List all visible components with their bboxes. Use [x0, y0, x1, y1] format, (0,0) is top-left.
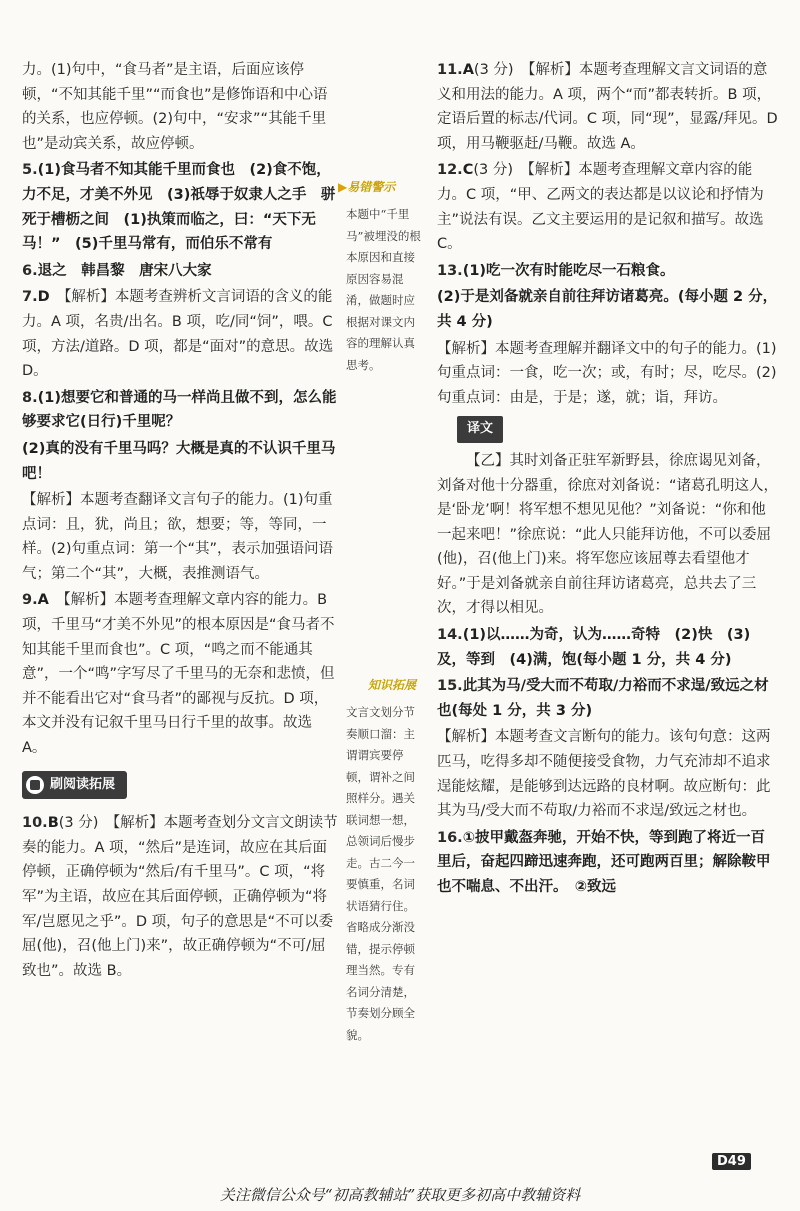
item-score: (3 分)	[58, 815, 99, 832]
item-number: 15.	[437, 678, 463, 695]
item-answer: (1)想要它和普通的马一样尚且做不到，怎么能够要求它(日行)千里呢？	[22, 389, 337, 431]
item-answer: ①披甲戴盔奔驰，开始不快，等到跑了将近一百里后，奋起四蹄迅速奔跑，还可跑两百里；解除鞍甲也不喘息、不出汗。 ②致远	[437, 829, 771, 895]
answer-item	[22, 259, 340, 284]
answer-item	[437, 285, 779, 334]
translation-text: 【乙】其时刘备正驻军新野县，徐庶谒见刘备，刘备对他十分器重，徐庶对刘备说：“诸葛孔明这人，是‘卧龙’啊！将军想不想见见他？”刘备说：“你和他一起来吧！”徐庶说：“此人只能拜访他，不可以委屈(他)，召(他上门)来。将军您应该屈尊去看望他才好。”于是刘备就亲自前往拜访诸葛亮，总共去了三次，才得以相见。	[437, 452, 779, 617]
item-number: 11.	[437, 62, 463, 78]
item-number: 5.	[22, 162, 38, 179]
item-answer: (1)吃一次有时能吃尽一石粮食。	[462, 262, 675, 279]
item-number: 10.	[22, 815, 48, 832]
item-score: (3 分)	[473, 62, 514, 78]
translation-banner: 译文	[457, 416, 503, 443]
answer-item	[22, 437, 340, 486]
item-answer: C	[462, 162, 474, 179]
answer-item	[22, 588, 340, 760]
item-number: 9.	[22, 592, 38, 609]
answer-item	[437, 623, 779, 672]
answer-item	[437, 259, 779, 284]
answer-item	[22, 158, 340, 256]
item-text: 力。(1)句中，“食马者”是主语，后面应该停顿，“不知其能千里”“而食也”是修饰语和中心语的关系，也应停顿。(2)句中，“安求”“其能千里也”是动宾关系，故应停顿。	[22, 62, 328, 152]
side-note-knowledge: 文言文划分节奏顺口溜：主谓谓宾要停顿，谓补之间照样分。遇关联词想一想，总领词后慢步走。古二今一要慎重，名词状语猜行住。省略成分渐没错，提示停顿理当然。专有名词分清楚，节奏划分顾全貌。	[346, 705, 415, 1042]
item-answer: 此其为马/受大而不苟取/力裕而不求逞/致远之材也(每处 1 分，共 3 分)	[437, 678, 769, 719]
item-score: (3 分)	[473, 162, 513, 179]
right-column	[437, 58, 779, 902]
item-number: 16.	[437, 829, 463, 846]
side-note-heading-knowledge: 知识拓展	[368, 678, 417, 692]
answer-item	[437, 674, 779, 723]
side-note-title: 易错警示	[347, 180, 396, 194]
section-title: 刷阅读拓展	[50, 776, 116, 792]
answer-item	[437, 337, 779, 411]
item-answer: (2)真的没有千里马吗？大概是真的不认识千里马吧！	[22, 440, 336, 482]
answer-item	[22, 488, 340, 586]
answer-item	[22, 285, 340, 383]
arrow-icon: ▶	[338, 180, 348, 194]
item-answer: (2)于是刘备就亲自前往拜访诸葛亮。(每小题 2 分，共 4 分)	[437, 289, 778, 330]
item-number: 6.	[22, 262, 38, 279]
side-note-heading-error	[338, 178, 395, 195]
item-number: 13.	[437, 262, 463, 279]
answer-item	[22, 386, 340, 435]
footer-note: 关注微信公众号“初高教辅站”获取更多初高中教辅资料	[219, 1186, 581, 1204]
answer-item	[437, 58, 779, 156]
answer-item	[437, 158, 779, 256]
item-number: 14.	[437, 627, 463, 644]
item-answer: (1)以……为奇，认为……奇特 (2)快 (3)及，等到 (4)满，饱(每小题 1 分，共 4 分)	[437, 627, 751, 668]
left-column	[22, 58, 340, 985]
answer-item	[22, 58, 340, 156]
item-answer: D	[37, 289, 50, 306]
item-answer: (1)食马者不知其能千里而食也 (2)食不饱，力不足，才美不外见 (3)祇辱于奴隶人之手 骈死于槽枥之间 (1)执策而临之，曰：“天下无马！” (5)千里马常有，而伯乐不常有	[22, 162, 336, 253]
page-number: D49	[712, 1153, 751, 1170]
answer-item	[437, 725, 779, 823]
side-note-error: 本题中“千里马”被埋没的根本原因和直接原因容易混淆，做题时应根据对课文内容的理解认真思考。	[346, 207, 421, 372]
answer-item	[22, 811, 340, 983]
item-number: 8.	[22, 389, 38, 406]
item-text: 【解析】本题考查理解文章内容的能力。B 项，千里马“才美不外见”的根本原因是“食马者不知其能千里而食也”。C 项，“鸣之而不能通其意”，一个“鸣”字写尽了千里马的无奈和悲愤，但并不能看出它对“食马者”的鄙视与反抗。D 项，本文并没有记叙千里马日行千里的故事。故选 A。	[22, 592, 335, 757]
item-text: 【解析】本题考查文言断句的能力。该句句意：这两匹马，吃得多却不随便接受食物，力气充沛却不追求逞能炫耀，是能够到达远路的良材啊。故应断句：此其为马/受大而不苟取/力裕而不求逞/致远之材也。	[437, 729, 771, 820]
answer-item	[437, 826, 779, 900]
item-answer: 退之 韩昌黎 唐宋八大家	[37, 262, 212, 279]
item-number: 7.	[22, 289, 38, 306]
item-text: 【解析】本题考查辨析文言词语的含义的能力。A 项，名贵/出名。B 项，吃/同“饲”，喂。C 项，方法/道路。D 项，都是“面对”的意思。故选 D。	[22, 289, 334, 380]
item-text: 【解析】本题考查翻译文言句子的能力。(1)句重点词：且，犹，尚且；欲，想要；等，等同，一样。(2)句重点词：第一个“其”，表示加强语问语气；第二个“其”，大概，表推测语气。	[22, 492, 334, 582]
item-answer: A	[37, 592, 49, 609]
item-answer: B	[47, 815, 59, 832]
item-number: 12.	[437, 162, 463, 179]
item-answer: A	[462, 62, 474, 78]
item-text: 【解析】本题考查理解并翻译文中的句子的能力。(1)句重点词：一食，吃一次；或，有时；尽，吃尽。(2)句重点词：由是，于是；遂，就；诣，拜访。	[437, 340, 777, 406]
item-text: 【解析】本题考查理解文章内容的能力。C 项，“甲、乙两文的表达都是以议论和抒情为主”说法有误。乙文主要运用的是记叙和描写。故选 C。	[437, 162, 764, 253]
item-text: 【解析】本题考查理解文言文词语的意义和用法的能力。A 项，两个“而”都表转折。B 项，定语后置的标志/代词。C 项，同“现”，显露/拜见。D 项，用马鞭驱赶/马鞭。故选 A。	[437, 62, 778, 152]
section-banner	[22, 771, 127, 800]
item-text: 【解析】本题考查划分文言文朗读节奏的能力。A 项，“然后”是连词，故应在其后面停顿，正确停顿为“然后/有千里马”。C 项，“将军”为主语，故应在其后面停顿，正确停顿为“将军/岂愿见之乎”。D 项，句子的意思是“不可以委屈(他)，召(他上门)来”，故正确停顿为“不可/屈致也”。故选 B。	[22, 815, 338, 979]
book-icon	[26, 776, 44, 794]
